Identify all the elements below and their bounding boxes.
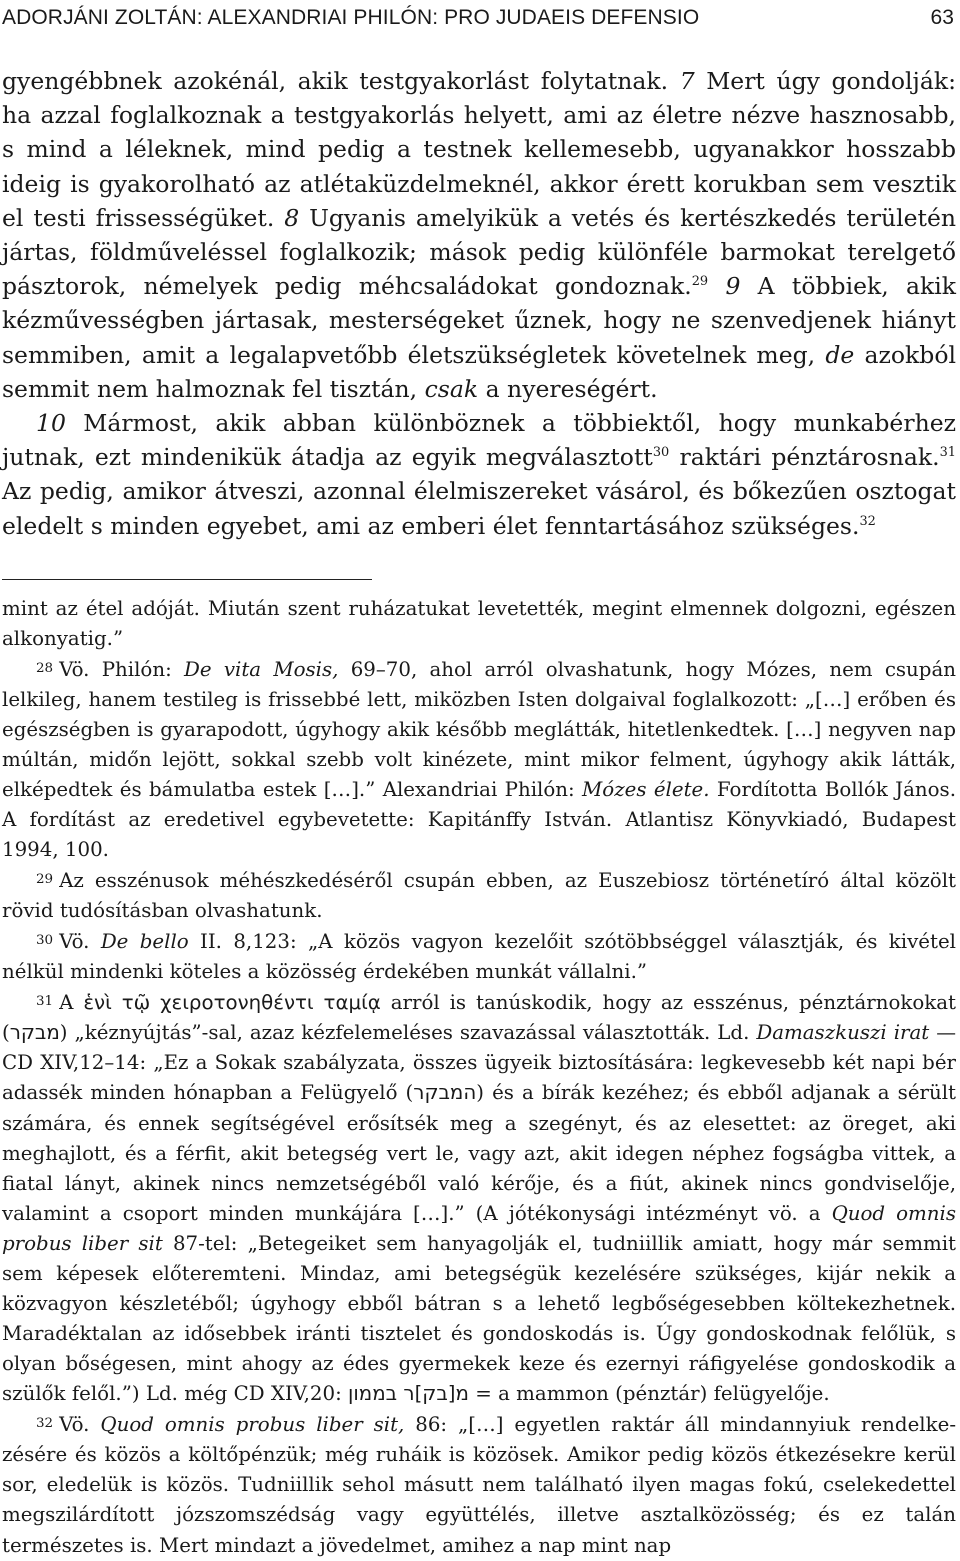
footnote-number: 31 [36, 994, 54, 1010]
work-title: De vita Mosis, [184, 657, 339, 681]
footnote-30 [2, 926, 956, 987]
verse-number-10: 10 [36, 409, 66, 438]
text-segment: A többiek, akik kézművességben jártasak, mesterségeket űznek, hogy ne szenvedjenek hiányt semmiben, amit a legalapvetőbb életszükségletek követelnek meg, [2, 272, 956, 369]
text-segment: arról is tanúskodik, hogy az esszénus, pénztárnokokat ( [2, 991, 956, 1045]
verse-number-9: 9 [725, 272, 741, 301]
footnote-number: 30 [36, 933, 54, 949]
footnote-ref-31[interactable]: 31 [939, 445, 956, 461]
text-segment: A [59, 991, 84, 1015]
text-segment: ) „kéznyújtás”-sal, azaz kézfelemeléses szavazással választották. Ld. [59, 1021, 757, 1045]
footnote-number: 32 [36, 1416, 54, 1432]
text-segment: Az esszénusok méhészkedéséről csupán ebben, az Euszebiosz történetíró által közölt rövid tudósításban olvashatunk. [2, 869, 956, 923]
text-segment: gyengébbnek azokénál, akik testgyakorlást folytatnak. [2, 67, 680, 95]
text-segment: — CD XIV,12–14: „Ez a Sokak szabályzata, összes ügyeik biztosítására: legkevesebb két napi bér adassék minden hónapban a Felügyelő ( [2, 1021, 956, 1105]
footnote-number: 28 [36, 661, 54, 677]
text-segment: 69–70, ahol arról olvashatunk, hogy Mózes, nem csupán lelkileg, hanem testileg is frissebbé lett, miközben Isten dolgaival foglalkozott: „[…] erőben és egészségben is gyarapodott, úgyhogy akik később meglátták, hitetlenkedtek. […] negyven nap múltán, midőn lejött, sokkal szebb volt kinézete, mint mikor felment, úgyhogy akik látták, elképedtek és bámulatba estek […].” Alexandriai Philón: [2, 657, 956, 802]
text-segment: II. 8,123: „A közös vagyon kezelőit szótöbbséggel választják, és kivétel nélkül mindenki köteles a közösség érdekében munkát vállalni.” [2, 930, 956, 984]
text-segment: Fordította Bollók János. A fordítást az eredetivel egybevetette: Kapitánffy István. Atlantisz Könyvkiadó, Budapest 1994, 100. [2, 778, 956, 862]
text-segment: Vö. [59, 1413, 101, 1437]
text-segment: 86: „[…] egyetlen raktár áll mindannyiuk rendelkezésére és közös a költőpénzük; még ruháik is közösek. Amikor pedig közös étkezésekre kerül sor, eledelük is közös. Tudniillik sehol másutt nem található ilyen magas fokú, cselekedettel megszilárdított józszomszédság vagy együttélés, illetve asztalközösség; és ez talán természetes is. Mert mindazt a jövedelmet, amihez a nap mint nap [2, 1413, 957, 1557]
work-title: Mózes élete. [582, 778, 710, 802]
running-title: ADORJÁNI ZOLTÁN: ALEXANDRIAI PHILÓN: PRO JUDAEIS DEFENSIO [2, 6, 700, 29]
text-segment: = a mammon (pénztár) felügyelője. [468, 1382, 830, 1406]
hebrew-phrase: מ[בק]ר בממון [348, 1382, 469, 1406]
running-header [2, 0, 960, 40]
hebrew-word: מבקר [9, 1021, 60, 1045]
hebrew-word: המבקר [413, 1081, 477, 1105]
text-segment: Mármost, akik abban különböznek a többiektől, hogy munkabérhez jutnak, ezt mindenikük átadja az egyik megválasztott [2, 409, 956, 472]
page-number: 63 [930, 6, 954, 29]
footnote-separator [2, 579, 372, 580]
footnote-32 [2, 1409, 956, 1560]
paragraph-2 [2, 406, 956, 543]
emphasis-de: de [825, 340, 855, 369]
work-title: Quod omnis probus liber sit, [100, 1413, 405, 1437]
footnote-ref-32[interactable]: 32 [859, 513, 876, 529]
text-segment: azokból semmit nem halmoznak fel tisztán, [2, 340, 956, 403]
text-segment: raktári pénztárosnak. [669, 443, 940, 472]
verse-number-7: 7 [679, 67, 695, 95]
main-text [2, 64, 960, 543]
footnote-ref-29[interactable]: 29 [691, 274, 709, 290]
paragraph-1 [2, 64, 956, 406]
footnote-number: 29 [36, 872, 54, 888]
text-segment: a nyereségért. [478, 374, 658, 403]
work-title: Damaszkuszi irat [756, 1021, 930, 1045]
text-segment: 87-tel: „Betegeiket sem hanyagolják el, tudniillik amiatt, hogy már semmit sem képesek előteremteni. Mindaz, ami betegségük kezelésére szükséges, kijár nekik a közvagyon készletéből; úgyhogy ebből bátran s a lehető legbőségesebben költekezhetnek. Maradéktalan az idősebbek iránti tisztelet és gondoskodás is. Úgy gondoskodnak felőlük, s olyan bőségesen, mint ahogy az édes gyermekek keze és ezernyi ráfigyelése gondoskodik a szülők felől.”) Ld. még CD XIV,20: [2, 1231, 956, 1406]
text-segment: Az pedig, amikor átveszi, azonnal élelmiszereket vásárol, és bőkezűen osztogat eledelt s minden egyebet, ami az emberi élet fenntartásához szükséges. [2, 477, 956, 540]
emphasis-csak: csak [424, 374, 479, 403]
text-segment: Vö. Philón: [59, 657, 184, 681]
work-title: De bello [100, 930, 189, 954]
text-segment: Ugyanis amelyikük a vetés és kertészkedés területén jártas, földműveléssel foglalkozik; mások pedig különféle barmokat terelgető pásztorok, némelyek pedig méhcsaládokat gondoznak. [2, 203, 956, 301]
text-segment: Mert úgy gondolják: ha azzal foglalkoznak a testgyakorlás helyett, ami az életre nézve hasznosabb, s mind a léleknek, mind pedig a testnek kellemesebb, ugyanakkor hosszabb ideig is gyakorolható az atlétaküzdelmeknél, akkor érett korukban sem vesztik el testi frissességüket. [2, 67, 956, 232]
footnote-31 [2, 987, 956, 1409]
work-title: Quod omnis probus liber sit [2, 1201, 957, 1255]
verse-number-8: 8 [284, 203, 300, 232]
footnote-28 [2, 654, 956, 865]
footnote-ref-30[interactable]: 30 [652, 445, 670, 461]
footnote-29 [2, 865, 956, 926]
greek-phrase: ἑνὶ τῷ χειροτονηθέντι ταμίᾳ [83, 991, 381, 1015]
text-segment: Vö. [59, 930, 101, 954]
footnote-continuation: mint az étel adóját. Miután szent ruházatukat levetették, megint elmennek dolgozni, egészen alkonyatig.” [2, 596, 956, 650]
text-segment: ) és a bírák kezéhez; és ebből adjanak a sérült számára, és ennek segítségével erősítsék meg a szegényt, és az elesettet: az öreget, aki meghajlott, és a férfit, akit betegség vert le, vagy azt, akit idegen néphez fogságba vittek, a fiatal lányt, akinek nincs nemzetségéből való kérője, és a fiút, akinek nincs gondviselője, valamint a csoport minden munkájára […].” (A jótékonysági intézményt vö. a [2, 1081, 956, 1225]
footnotes [2, 594, 960, 1561]
